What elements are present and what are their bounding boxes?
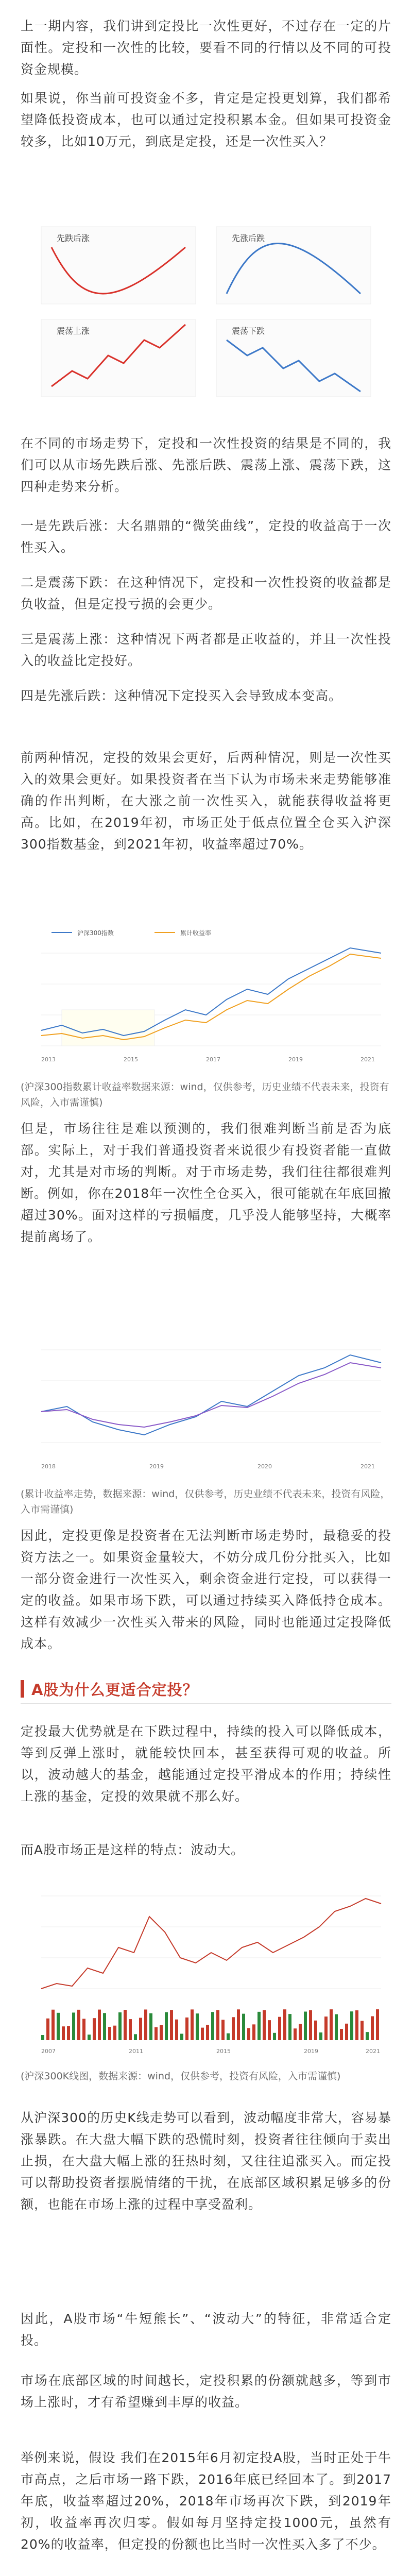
paragraph-ashare-3: 从沪深300的历史K线走势可以看到，波动幅度非常大，容易暴涨暴跌。在大盘大幅下跌的恐慌时刻，投资者往往倾向于卖出止损，在大盘大幅上涨的狂热时刻，又往往追涨买入。而定投可以帮助投资者摆脱情绪的干扰，在底部区域积累足够多的份额，也能在市场上涨的过程中享受盈利。: [21, 2110, 391, 2212]
paragraph-trend-d: 四是先涨后跌：这种情况下定投买入会导致成本变高。: [21, 688, 342, 703]
volume-bar: [340, 2029, 343, 2040]
paragraph-trends-2: 前两种情况，定投的效果会更好，后两种情况，则是一次性买入的效果会更好。如果投资者在当下认为市场未来走势能够准确的作出判断，在大涨之前一次性买入，就能获得收益将更高。比如，在2019年初，市场正处于低点位置全仓买入沪深300指数基金，到2021年初，收益率超过70%。: [21, 750, 391, 852]
volume-bar: [227, 2033, 230, 2040]
volume-bar: [165, 2012, 168, 2040]
section-title: A股为什么更适合定投？: [31, 1681, 198, 1699]
volume-bar: [46, 2019, 49, 2040]
trend-box-b: [216, 227, 371, 304]
volume-bar: [294, 2028, 297, 2040]
caption-chart-1: (沪深300指数累计收益率数据来源：wind，仅供参考，历史业绩不代表未来，投资有风险，入市需谨慎): [21, 1081, 389, 1108]
volume-bar: [72, 2012, 75, 2040]
volume-bar: [98, 2010, 101, 2040]
volume-bar: [263, 2010, 266, 2040]
paragraph-trend-a: 一是先跌后涨：大名鼎鼎的“微笑曲线”，定投的收益高于一次性买入。: [21, 518, 391, 555]
volume-bar: [108, 2027, 111, 2040]
volume-bar: [309, 2010, 312, 2040]
paragraph-intro-2: 如果说，你当前可投资金不多，肯定是定投更划算，我们都希望降低投资成本，也可以通过定投积累本金。但如果可投资金较多，比如10万元，到底是定投，还是一次性买入？: [21, 91, 391, 149]
volume-bar: [273, 2033, 276, 2040]
paragraph-ashare-4: 因此，A股市场“牛短熊长”、“波动大”的特征，非常适合定投。: [21, 2311, 391, 2348]
paragraph-ashare-6: 举例来说，假设 我们在2015年6月初定投A股，当时正处于牛市高点，之后市场一路下跌，2016年底已经回本了。到2017年底，收益率超过20%，2018年市场再次下跌，到2019年初，收益率再次归零。假如每月坚持定投1000元，虽然有20%的收益率，但定投的份额也比当时一次性买入多了不少。: [21, 2450, 391, 2552]
trend-box-d: [216, 319, 371, 397]
volume-bar: [242, 2014, 245, 2040]
volume-bar: [129, 2019, 132, 2040]
volume-bar: [345, 2024, 348, 2040]
volume-bar: [355, 2010, 358, 2040]
paragraph-ashare-5: 市场在底部区域的时间越长，定投积累的份额就越多，等到市场上涨时，才有希望赚到丰厚的收益。: [21, 2373, 391, 2410]
svg-text:2015: 2015: [124, 1056, 138, 1063]
svg-text:2017: 2017: [206, 1056, 220, 1063]
chart-hs300-cumulative: [21, 912, 391, 1072]
trend-label-b: 先涨后跌: [232, 233, 265, 243]
svg-text:2011: 2011: [129, 2048, 143, 2055]
trend-box-a: [41, 227, 196, 304]
volume-bar: [268, 2020, 271, 2040]
volume-bar: [41, 2035, 44, 2040]
volume-bar: [67, 2026, 70, 2040]
volume-bar: [258, 2012, 261, 2040]
volume-bar: [57, 2013, 60, 2040]
section-accent-bar: [21, 1680, 24, 1698]
volume-bar: [88, 2035, 91, 2040]
volume-bar: [191, 2009, 194, 2040]
volume-bar: [185, 2018, 188, 2040]
volume-bar: [160, 2025, 163, 2040]
volume-bar: [52, 2010, 55, 2040]
paragraph-trend-b: 二是震荡下跌：在这种情况下，定投和一次性投资的收益都是负收益，但是定投亏损的会更少。: [21, 575, 391, 612]
volume-bar: [350, 2011, 353, 2040]
svg-text:2007: 2007: [41, 2048, 56, 2055]
volume-bar: [211, 2012, 214, 2040]
volume-bar: [335, 2014, 338, 2040]
svg-text:2013: 2013: [41, 1056, 56, 1063]
paragraph-trend-c: 三是震荡上涨：这种情况下两者都是正收益的，并且一次性投入的收益比定投好。: [21, 632, 391, 668]
paragraph-trends-3: 但是，市场往往是难以预测的，我们很难判断当前是否为底部。实际上，对于我们普通投资者来说很少有投资者能一直做对，尤其是对市场的判断。对于市场走势，我们往往都很难判断。例如，你在2018年一次性全仓买入，很可能就在年底回撤超过30%。面对这样的亏损幅度，几乎没人能够坚持，大概率提前离场了。: [21, 1121, 391, 1244]
volume-bar: [154, 2027, 158, 2040]
trend-label-a: 先跌后涨: [57, 233, 90, 243]
caption-chart-3: (沪深300K线图，数据来源：wind，仅供参考，投资有风险，入市需谨慎): [21, 2071, 341, 2082]
volume-bar: [314, 2021, 317, 2040]
paragraph-ashare-2: 而A股市场正是这样的特点：波动大。: [21, 1842, 245, 1857]
volume-bar: [288, 2014, 291, 2040]
svg-text:2021: 2021: [366, 2048, 380, 2055]
volume-bar: [113, 2026, 116, 2040]
trend-label-c: 震荡上涨: [57, 326, 90, 336]
volume-bar: [330, 2009, 333, 2040]
volume-bar: [216, 2010, 219, 2040]
section-heading: [21, 1674, 391, 1704]
volume-bar: [149, 2013, 152, 2040]
legend-label-a: 沪深300指数: [77, 929, 114, 937]
caption-chart-2: (累计收益率走势，数据来源：wind，仅供参考，历史业绩不代表未来，投资有风险，入市需谨慎): [21, 1488, 390, 1515]
volume-bar: [304, 2012, 307, 2040]
volume-bar: [201, 2028, 204, 2040]
volume-bar: [283, 2009, 286, 2040]
volume-bar: [82, 2019, 85, 2040]
volume-bar: [62, 2026, 65, 2040]
trend-label-d: 震荡下跌: [232, 326, 265, 336]
paragraph-trends-1: 在不同的市场走势下，定投和一次性投资的结果是不同的，我们可以从市场先跌后涨、先涨后跌、震荡上涨、震荡下跌，这四种走势来分析。: [21, 436, 391, 494]
volume-bar: [103, 2013, 106, 2040]
volume-bar: [319, 2032, 322, 2040]
volume-bars: [41, 2009, 379, 2040]
svg-text:2021: 2021: [360, 1056, 375, 1063]
kline-svg: [21, 1875, 391, 2061]
volume-bar: [139, 2018, 142, 2040]
volume-bar: [324, 2016, 328, 2040]
svg-text:2018: 2018: [41, 1463, 56, 1470]
volume-bar: [175, 2020, 178, 2040]
svg-text:2015: 2015: [216, 2048, 231, 2055]
chart-cumulative-return: [21, 1319, 391, 1479]
paragraph-ashare-1: 定投最大优势就是在下跌过程中，持续的投入可以降低成本，等到反弹上涨时，就能较快回本，甚至获得可观的收益。所以，波动越大的基金，越能通过定投平滑成本的作用；持续性上涨的基金，定投的效果就不那么好。: [21, 1724, 391, 1804]
chart-hs300-kline: [21, 1875, 391, 2061]
volume-bar: [299, 2024, 302, 2040]
volume-bar: [134, 2034, 137, 2040]
volume-bar: [366, 2032, 369, 2040]
volume-bar: [247, 2028, 250, 2040]
volume-bar: [221, 2020, 225, 2040]
paragraph-intro-1: 上一期内容，我们讲到定投比一次性更好，不过存在一定的片面性。定投和一次性的比较，要看不同的行情以及不同的可投资金规模。: [21, 19, 391, 77]
svg-text:2021: 2021: [360, 1463, 375, 1470]
svg-text:2019: 2019: [149, 1463, 164, 1470]
svg-text:2019: 2019: [288, 1056, 303, 1063]
volume-bar: [206, 2025, 209, 2040]
volume-bar: [376, 2009, 379, 2040]
legend-label-b: 累计收益率: [180, 929, 212, 937]
volume-bar: [232, 2017, 235, 2040]
volume-bar: [360, 2021, 364, 2040]
volume-bar: [170, 2010, 173, 2040]
volume-bar: [124, 2010, 127, 2040]
volume-bar: [180, 2033, 183, 2040]
trend-box-c: [41, 319, 196, 397]
paragraph-trends-4: 因此，定投更像是投资者在无法判断市场走势时，最稳妥的投资方法之一。如果资金量较大，不妨分成几份分批买入，比如一部分资金进行一次性买入，剩余资金进行定投，可以获得一定的收益。如果市场下跌，可以通过持续买入降低持仓成本。这样有效减少一次性买入带来的风险，同时也能通过定投降低成本。: [21, 1528, 391, 1651]
volume-bar: [278, 2017, 281, 2040]
volume-bar: [196, 2013, 199, 2040]
volume-bar: [371, 2016, 374, 2040]
volume-bar: [118, 2012, 122, 2040]
svg-text:2020: 2020: [258, 1463, 272, 1470]
volume-bar: [252, 2024, 255, 2040]
volume-bar: [93, 2018, 96, 2040]
volume-bar: [77, 2010, 80, 2040]
volume-bar: [237, 2009, 240, 2040]
trend-diagrams: [21, 216, 391, 407]
volume-bar: [144, 2009, 147, 2040]
svg-text:2019: 2019: [304, 2048, 318, 2055]
